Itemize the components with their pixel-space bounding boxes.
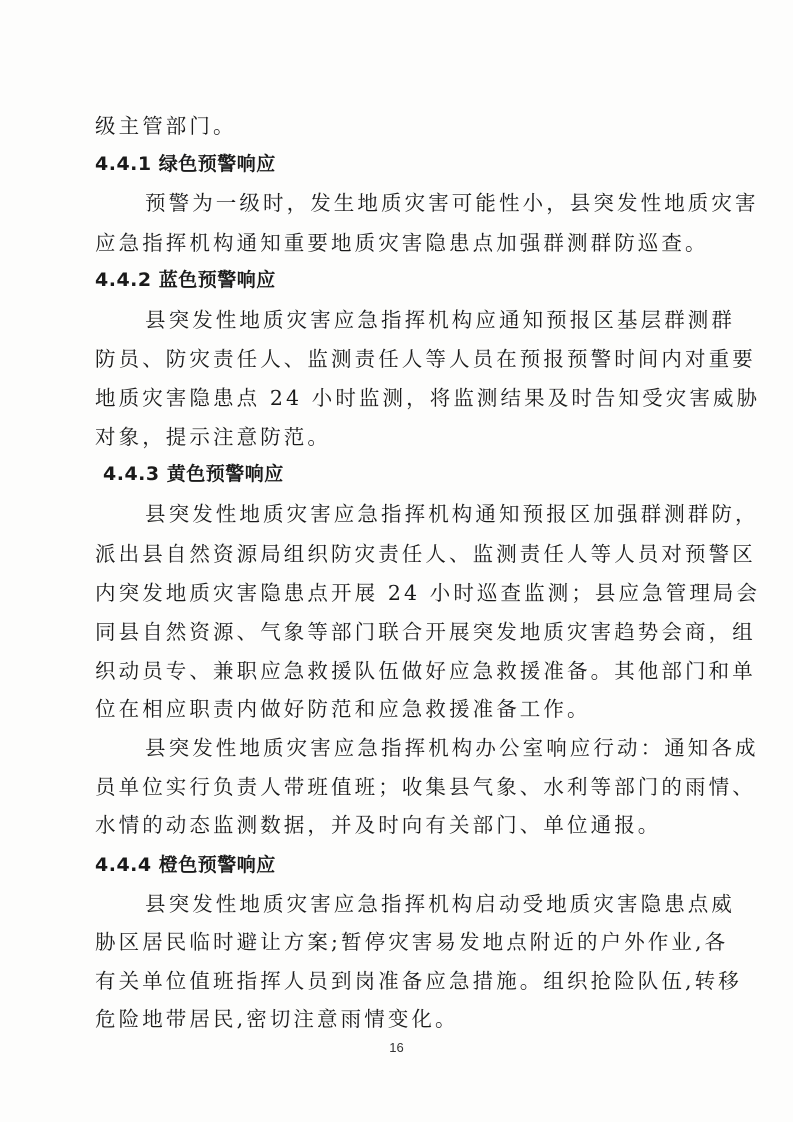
paragraph-line: 有关单位值班指挥人员到岗准备应急措施。组织抢险队伍,转移: [95, 969, 742, 993]
section-heading-4-4-3: 4.4.3 黄色预警响应: [103, 463, 284, 485]
section-heading-4-4-2: 4.4.2 蓝色预警响应: [95, 269, 276, 291]
paragraph-line: 县突发性地质灾害应急指挥机构应通知预报区基层群测群: [145, 308, 735, 332]
paragraph-line: 胁区居民临时避让方案;暂停灾害易发地点附近的户外作业,各: [95, 930, 729, 954]
section-heading-4-4-1: 4.4.1 绿色预警响应: [95, 153, 276, 175]
paragraph-line: 员单位实行负责人带班值班；收集县气象、水利等部门的雨情、: [95, 775, 756, 799]
paragraph-line: 同县自然资源、气象等部门联合开展突发地质灾害趋势会商，组: [95, 620, 756, 644]
paragraph-line: 预警为一级时，发生地质灾害可能性小，县突发性地质灾害: [145, 191, 759, 215]
section-heading-4-4-4: 4.4.4 橙色预警响应: [95, 854, 276, 876]
paragraph-line: 县突发性地质灾害应急指挥机构通知预报区加强群测群防，: [145, 502, 759, 526]
paragraph-line: 内突发地质灾害隐患点开展 24 小时巡查监测；县应急管理局会: [95, 581, 761, 605]
paragraph-line: 对象，提示注意防范。: [95, 425, 331, 449]
paragraph-line: 县突发性地质灾害应急指挥机构启动受地质灾害隐患点威: [145, 892, 735, 916]
paragraph-line: 地质灾害隐患点 24 小时监测，将监测结果及时告知受灾害威胁: [95, 386, 761, 410]
paragraph-line: 水情的动态监测数据，并及时向有关部门、单位通报。: [95, 813, 662, 837]
paragraph-line: 应急指挥机构通知重要地质灾害隐患点加强群测群防巡查。: [95, 231, 709, 255]
paragraph-line: 位在相应职责内做好防范和应急救援准备工作。: [95, 697, 591, 721]
paragraph-line: 派出县自然资源局组织防灾责任人、监测责任人等人员对预警区: [95, 542, 756, 566]
paragraph-line: 危险地带居民,密切注意雨情变化。: [95, 1007, 459, 1031]
paragraph-line: 县突发性地质灾害应急指挥机构办公室响应行动：通知各成: [145, 736, 759, 760]
paragraph-line: 织动员专、兼职应急救援队伍做好应急救援准备。其他部门和单: [95, 659, 756, 683]
paragraph-line: 防员、防灾责任人、监测责任人等人员在预报预警时间内对重要: [95, 347, 756, 371]
paragraph-line: 级主管部门。: [95, 114, 237, 138]
page-number: 16: [389, 1040, 404, 1055]
